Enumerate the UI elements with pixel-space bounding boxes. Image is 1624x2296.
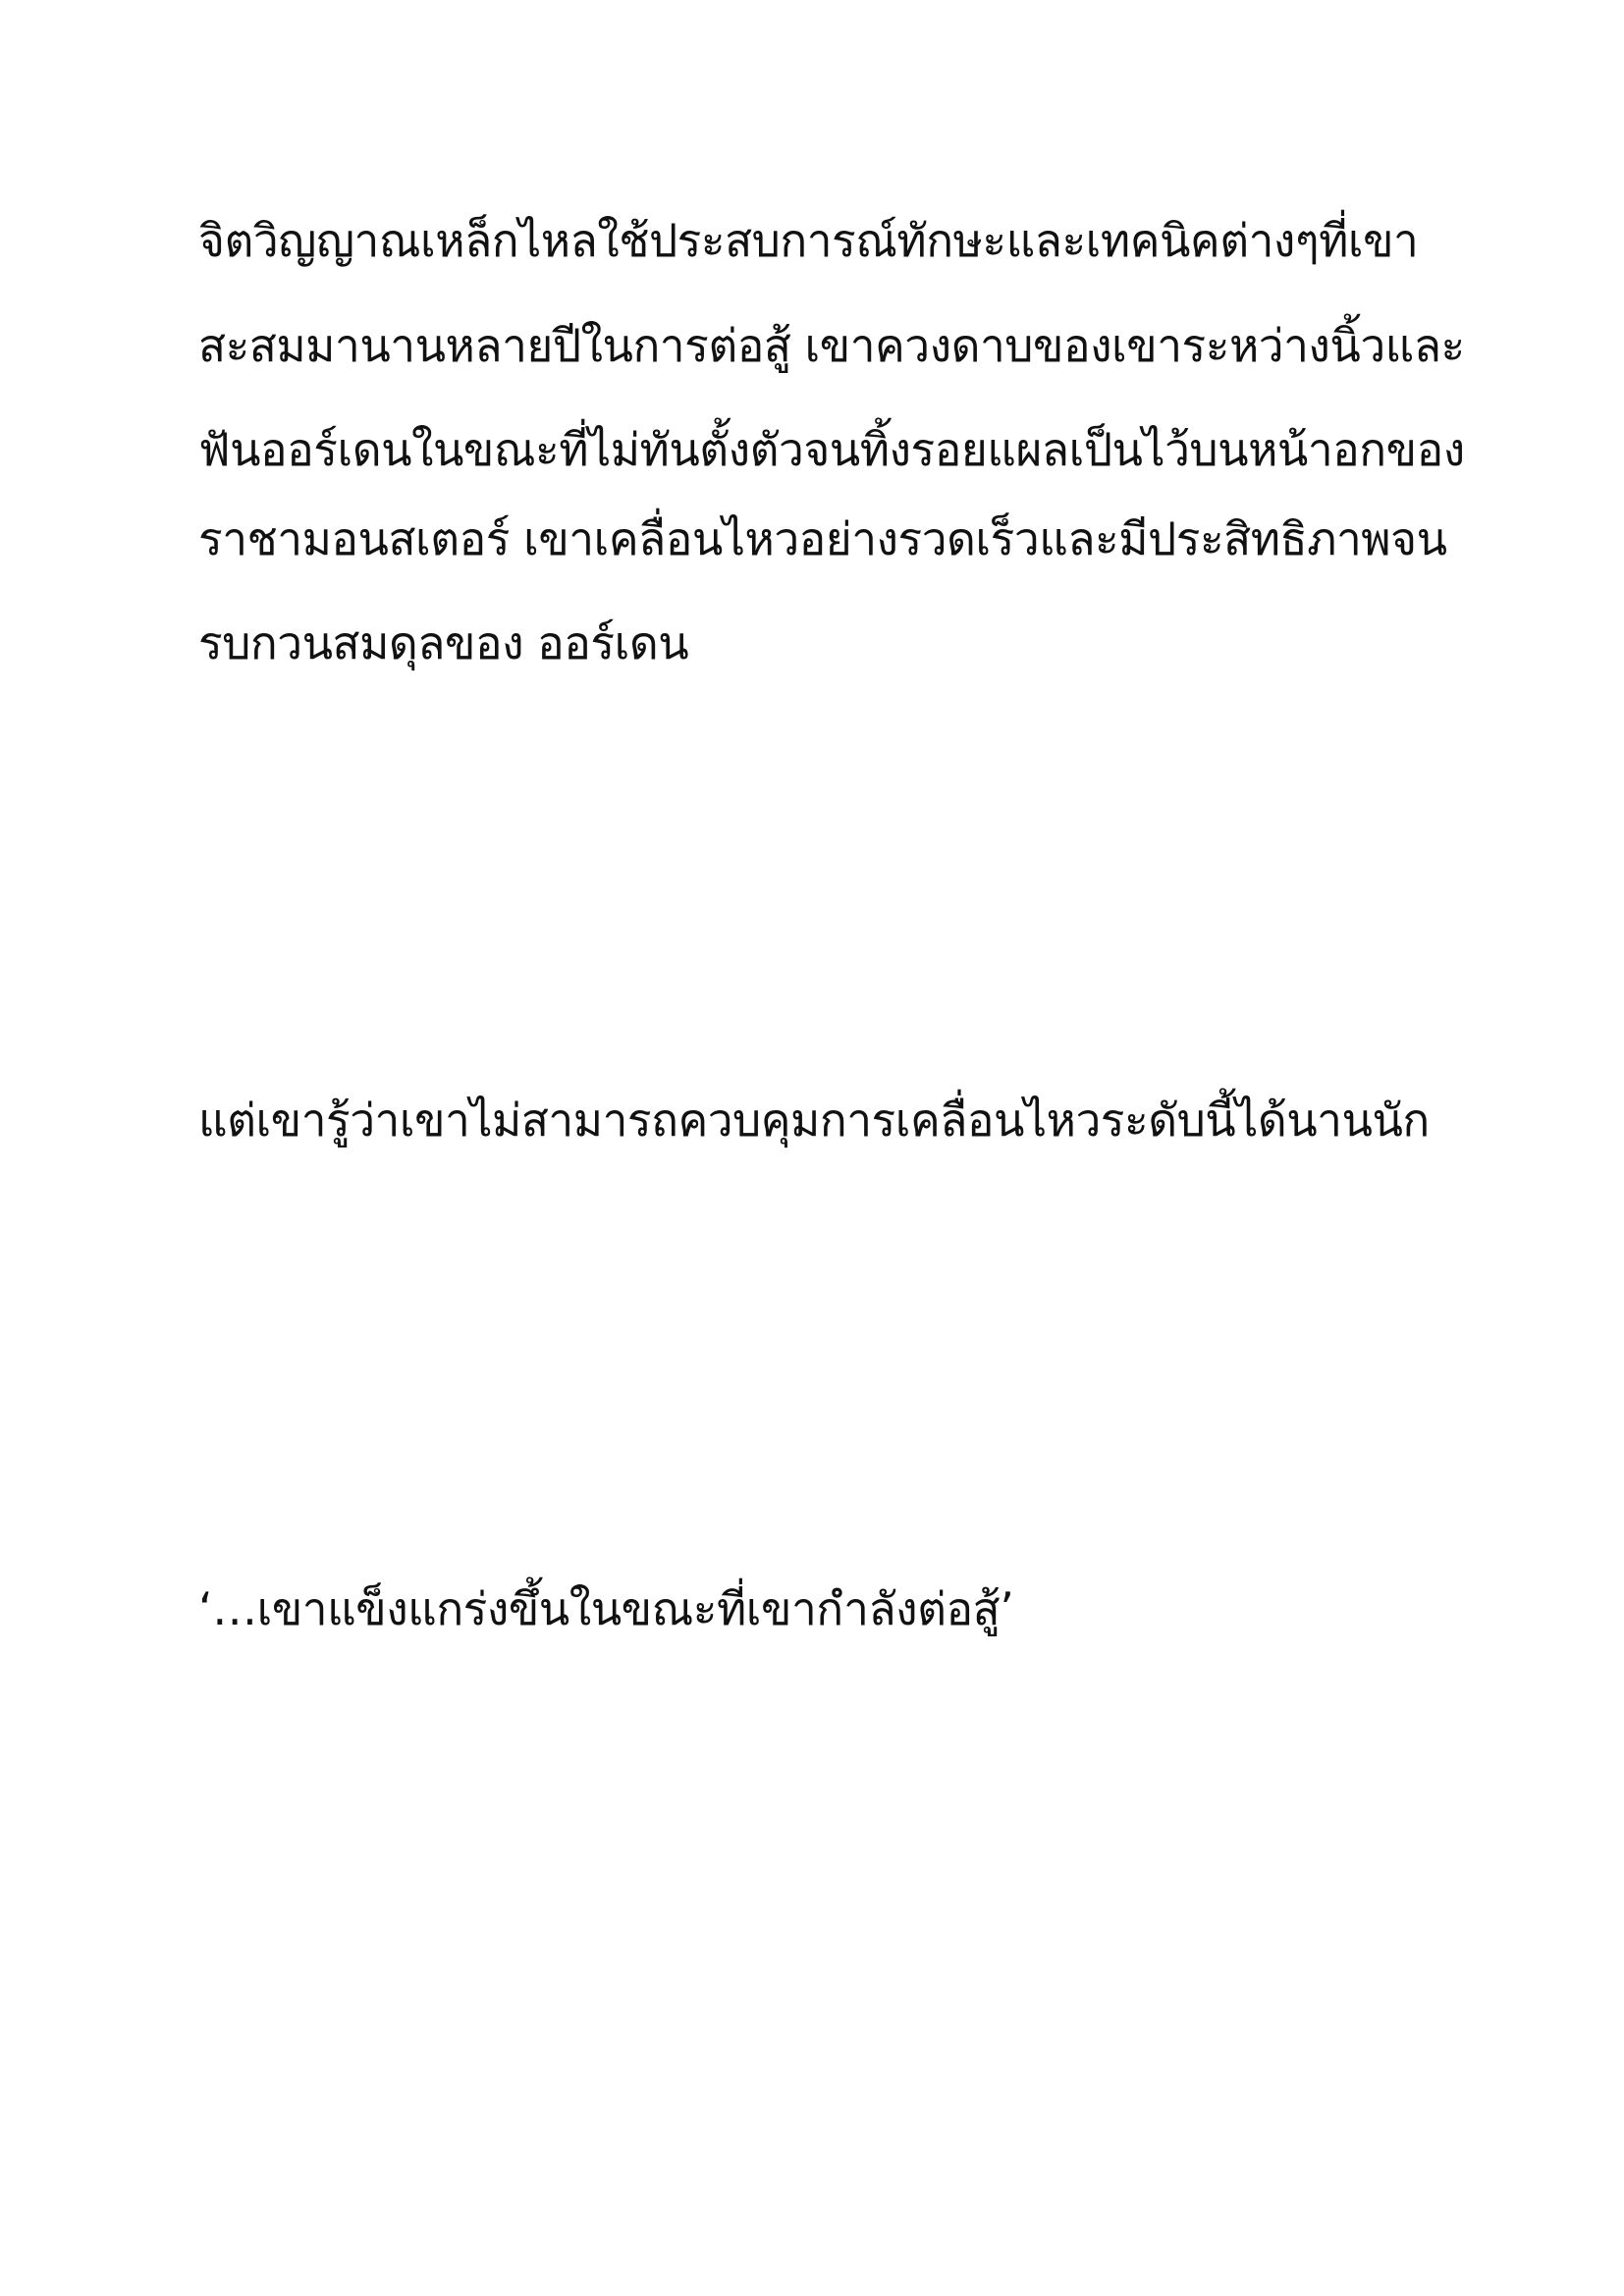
paragraph-1-line-3: ฟันออร์เดนในขณะที่ไม่ทันตั้งตัวจนทิ้งรอยแผลเป็นไว้บนหน้าอกของ bbox=[198, 423, 1465, 476]
paragraph-2: แต่เขารู้ว่าเขาไม่สามารถควบคุมการเคลื่อนไหวระดับนี้ได้นานนัก bbox=[198, 1094, 1430, 1147]
paragraph-1-line-5: รบกวนสมดุลของ ออร์เดน bbox=[198, 616, 689, 669]
paragraph-1-line-2: สะสมมานานหลายปีในการต่อสู้ เขาควงดาบของเขาระหว่างนิ้วและ bbox=[198, 319, 1465, 372]
paragraph-1-line-1: จิตวิญญาณเหล็กไหลใช้ประสบการณ์ทักษะและเทคนิคต่างๆที่เขา bbox=[198, 214, 1419, 267]
paragraph-3-quote: ‘…เขาแข็งแกร่งขึ้นในขณะที่เขากำลังต่อสู้’ bbox=[198, 1582, 1014, 1635]
paragraph-1-line-4: ราชามอนสเตอร์ เขาเคลื่อนไหวอย่างรวดเร็วและมีประสิทธิภาพจน bbox=[198, 512, 1447, 565]
